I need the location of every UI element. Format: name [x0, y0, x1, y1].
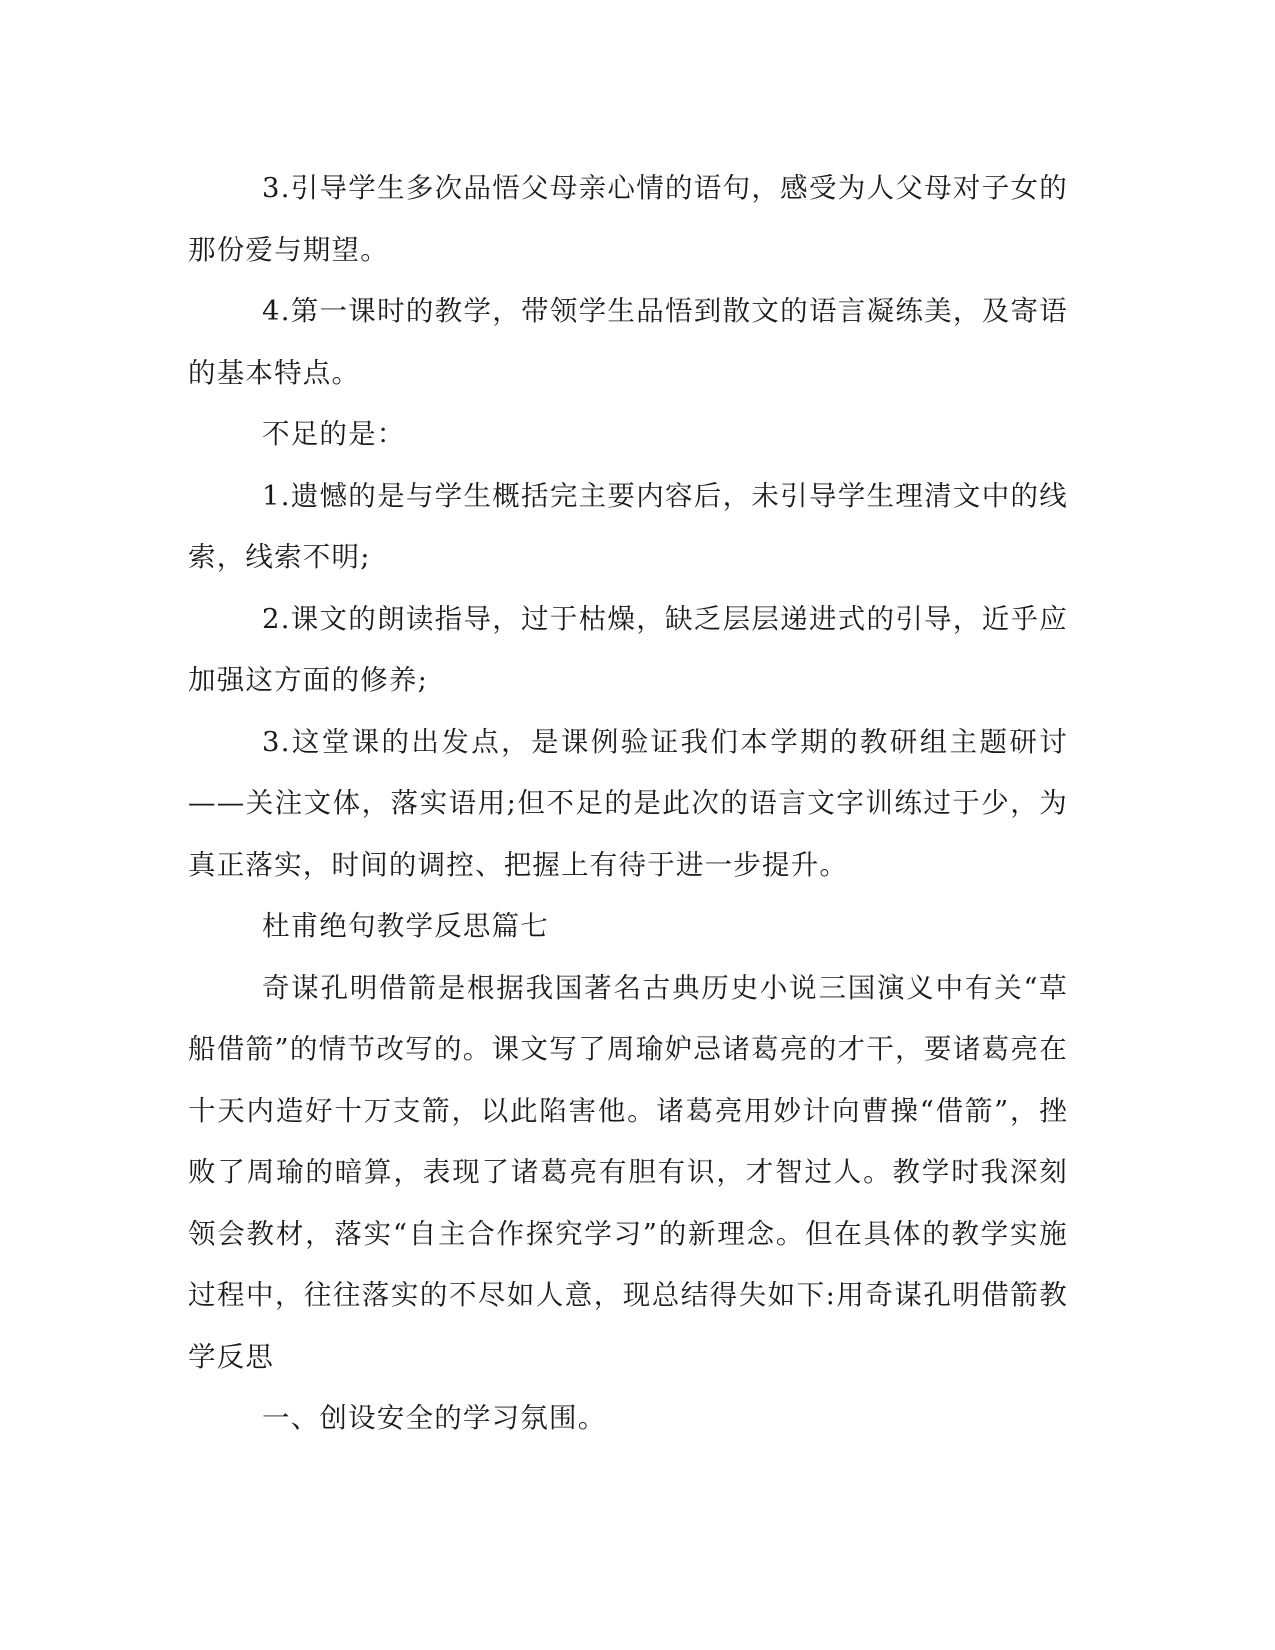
paragraph-shortcoming-1: 1.遗憾的是与学生概括完主要内容后，未引导学生理清文中的线索，线索不明;	[188, 479, 1068, 573]
paragraph-shortcomings-heading: 不足的是：	[262, 418, 406, 450]
paragraph-lesson-intro: 奇谋孔明借箭是根据我国著名古典历史小说三国演义中有关“草船借箭”的情节改写的。课文写了周瑜妒忌诸葛亮的才干，要诸葛亮在十天内造好十万支箭，以此陷害他。诸葛亮用妙计向曹操“借箭”，挫败了周瑜的暗算，表现了诸葛亮有胆有识，才智过人。教学时我深刻领会教材，落实“自主合作探究学习”的新理念。但在具体的教学实施过程中，往往落实的不尽如人意，现总结得失如下:用奇谋孔明借箭教学反思	[188, 971, 1068, 1373]
paragraph-subheading-1: 一、创设安全的学习氛围。	[262, 1402, 607, 1434]
document-body	[188, 158, 1068, 1450]
section-title: 杜甫绝句教学反思篇七	[262, 910, 549, 942]
paragraph-shortcoming-3: 3.这堂课的出发点，是课例验证我们本学期的教研组主题研讨——关注文体，落实语用;但不足的是此次的语言文字训练过于少，为真正落实，时间的调控、把握上有待于进一步提升。	[188, 725, 1068, 881]
paragraph-shortcoming-2: 2.课文的朗读指导，过于枯燥，缺乏层层递进式的引导，近乎应加强这方面的修养;	[188, 602, 1068, 696]
paragraph-reflection-point-3: 3.引导学生多次品悟父母亲心情的语句，感受为人父母对子女的那份爱与期望。	[188, 172, 1068, 266]
paragraph-reflection-point-4: 4.第一课时的教学，带领学生品悟到散文的语言凝练美，及寄语的基本特点。	[188, 295, 1068, 389]
